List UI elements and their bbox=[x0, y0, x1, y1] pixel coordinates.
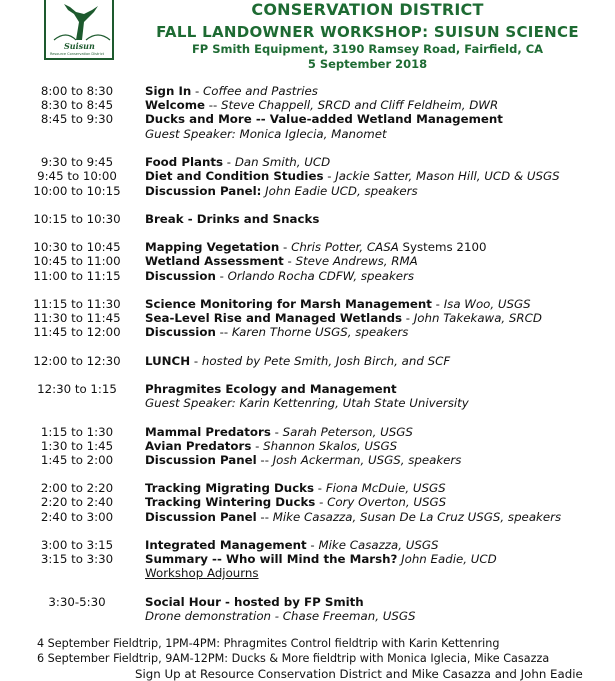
agenda-time: 11:15 to 11:30 bbox=[33, 297, 121, 311]
agenda-time: 11:00 to 11:15 bbox=[33, 269, 121, 283]
workshop-title: FALL LANDOWNER WORKSHOP: SUISUN SCIENCE bbox=[156, 23, 579, 41]
agenda-title: Wetland Assessment bbox=[145, 254, 284, 268]
fieldtrip-line: 6 September Fieldtrip, 9AM-12PM: Ducks & More fieldtrip with Monica Iglecia, Mike Casazza bbox=[37, 652, 550, 665]
agenda-time: 8:45 to 9:30 bbox=[40, 112, 114, 126]
agenda-time: 11:30 to 11:45 bbox=[33, 311, 121, 325]
fieldtrip-line: 4 September Fieldtrip, 1PM-4PM: Phragmites Control fieldtrip with Karin Kettenring bbox=[37, 637, 500, 650]
agenda-time: 9:45 to 10:00 bbox=[37, 169, 117, 183]
cutoff-line bbox=[135, 667, 583, 681]
agenda-detail: Steve Chappell, SRCD and Cliff Feldheim, DWR bbox=[221, 98, 499, 112]
suisun-rcd-logo bbox=[44, 0, 114, 60]
agenda-title: Social Hour - hosted by FP Smith bbox=[145, 595, 364, 609]
agenda-detail: Isa Woo, USGS bbox=[443, 297, 531, 311]
logo-subtitle: Resource Conservation District bbox=[50, 52, 104, 56]
agenda-title: LUNCH bbox=[145, 354, 191, 368]
agenda-detail: Jackie Satter, Mason Hill, UCD & USGS bbox=[335, 169, 560, 183]
agenda-detail: John Eadie UCD, speakers bbox=[265, 184, 418, 198]
agenda-time: 9:30 to 9:45 bbox=[40, 155, 114, 169]
agenda-detail: Karen Thorne USGS, speakers bbox=[231, 325, 409, 339]
agenda-title: Sea-Level Rise and Managed Wetlands bbox=[145, 311, 403, 325]
agenda-detail: Drone demonstration - Chase Freeman, USGS bbox=[145, 609, 416, 623]
agenda-title: Welcome bbox=[145, 98, 206, 112]
agenda-time: 3:00 to 3:15 bbox=[40, 538, 114, 552]
agenda-time: 1:30 to 1:45 bbox=[40, 439, 114, 453]
agenda-title: Discussion Panel: bbox=[145, 184, 262, 198]
org-heading: CONSERVATION DISTRICT bbox=[251, 0, 484, 19]
agenda-time: 3:15 to 3:30 bbox=[40, 552, 114, 566]
agenda-title: Food Plants bbox=[145, 155, 224, 169]
agenda-time: 2:20 to 2:40 bbox=[40, 495, 114, 509]
agenda-title: Discussion Panel bbox=[145, 453, 257, 467]
agenda-time: 1:45 to 2:00 bbox=[40, 453, 114, 467]
cutoff-text: Sign Up at Resource Conservation District and Mike Casazza and John Eadie bbox=[135, 667, 583, 681]
agenda-detail: Orlando Rocha CDFW, speakers bbox=[227, 269, 415, 283]
workshop-date: 5 September 2018 bbox=[307, 57, 428, 71]
agenda-time: 1:15 to 1:30 bbox=[40, 425, 114, 439]
agenda-detail: Sarah Peterson, USGS bbox=[282, 425, 413, 439]
agenda-time: 12:00 to 12:30 bbox=[33, 354, 121, 368]
agenda-title: Tracking Migrating Ducks bbox=[145, 481, 315, 495]
agenda-time: 10:45 to 11:00 bbox=[33, 254, 121, 268]
agenda-time: 12:30 to 1:15 bbox=[37, 382, 117, 396]
agenda-time: 2:40 to 3:00 bbox=[40, 510, 114, 524]
agenda-title: Ducks and More -- Value-added Wetland Management bbox=[145, 112, 503, 126]
agenda-title: Diet and Condition Studies bbox=[145, 169, 324, 183]
agenda-title: Break - Drinks and Snacks bbox=[145, 212, 320, 226]
agenda-title: Avian Predators bbox=[145, 439, 252, 453]
agenda-title: Discussion Panel bbox=[145, 510, 257, 524]
agenda-time: 10:00 to 10:15 bbox=[33, 184, 121, 198]
logo-wordmark: Suisun bbox=[64, 41, 95, 51]
agenda-title: Tracking Wintering Ducks bbox=[145, 495, 316, 509]
agenda-title: Mapping Vegetation bbox=[145, 240, 280, 254]
agenda-title: Sign In bbox=[145, 84, 192, 98]
agenda-detail: Guest Speaker: Monica Iglecia, Manomet bbox=[145, 127, 387, 141]
agenda-detail: Guest Speaker: Karin Kettenring, Utah State University bbox=[145, 396, 469, 410]
agenda-detail: Coffee and Pastries bbox=[203, 84, 318, 98]
agenda-title: Summary -- Who will Mind the Marsh? bbox=[145, 552, 398, 566]
agenda-detail: Cory Overton, USGS bbox=[327, 495, 447, 509]
agenda-detail: Steve Andrews, RMA bbox=[295, 254, 418, 268]
agenda-time: 10:15 to 10:30 bbox=[33, 212, 121, 226]
agenda-title: Discussion bbox=[145, 325, 216, 339]
agenda-title: Science Monitoring for Marsh Management bbox=[145, 297, 432, 311]
agenda-title: Mammal Predators bbox=[145, 425, 271, 439]
agenda-title: Discussion bbox=[145, 269, 216, 283]
agenda-detail: hosted by Pete Smith, Josh Birch, and SCF bbox=[201, 354, 451, 368]
agenda-detail: John Eadie, UCD bbox=[401, 552, 497, 566]
agenda-time: 11:45 to 12:00 bbox=[33, 325, 121, 339]
agenda-detail: Fiona McDuie, USGS bbox=[325, 481, 446, 495]
agenda-time: 8:00 to 8:30 bbox=[40, 84, 114, 98]
heron-icon bbox=[46, 0, 116, 44]
agenda-title: Integrated Management bbox=[145, 538, 307, 552]
agenda-detail: John Takekawa, SRCD bbox=[413, 311, 542, 325]
agenda-title: Phragmites Ecology and Management bbox=[145, 382, 397, 396]
agenda-detail: Chris Potter, CASA bbox=[291, 240, 399, 254]
workshop-location: FP Smith Equipment, 3190 Ramsey Road, Fairfield, CA bbox=[191, 42, 544, 56]
agenda-time: 3:30-5:30 bbox=[48, 595, 106, 609]
agenda-detail: Josh Ackerman, USGS, speakers bbox=[272, 453, 462, 467]
workshop-adjourns: Workshop Adjourns bbox=[145, 566, 259, 580]
agenda-detail: Dan Smith, UCD bbox=[234, 155, 331, 169]
agenda-detail: Mike Casazza, Susan De La Cruz USGS, speakers bbox=[272, 510, 562, 524]
agenda-detail: Shannon Skalos, USGS bbox=[263, 439, 398, 453]
agenda-time: 2:00 to 2:20 bbox=[40, 481, 114, 495]
agenda-time: 8:30 to 8:45 bbox=[40, 98, 114, 112]
agenda-time: 10:30 to 10:45 bbox=[33, 240, 121, 254]
agenda-detail: Mike Casazza, USGS bbox=[318, 538, 439, 552]
